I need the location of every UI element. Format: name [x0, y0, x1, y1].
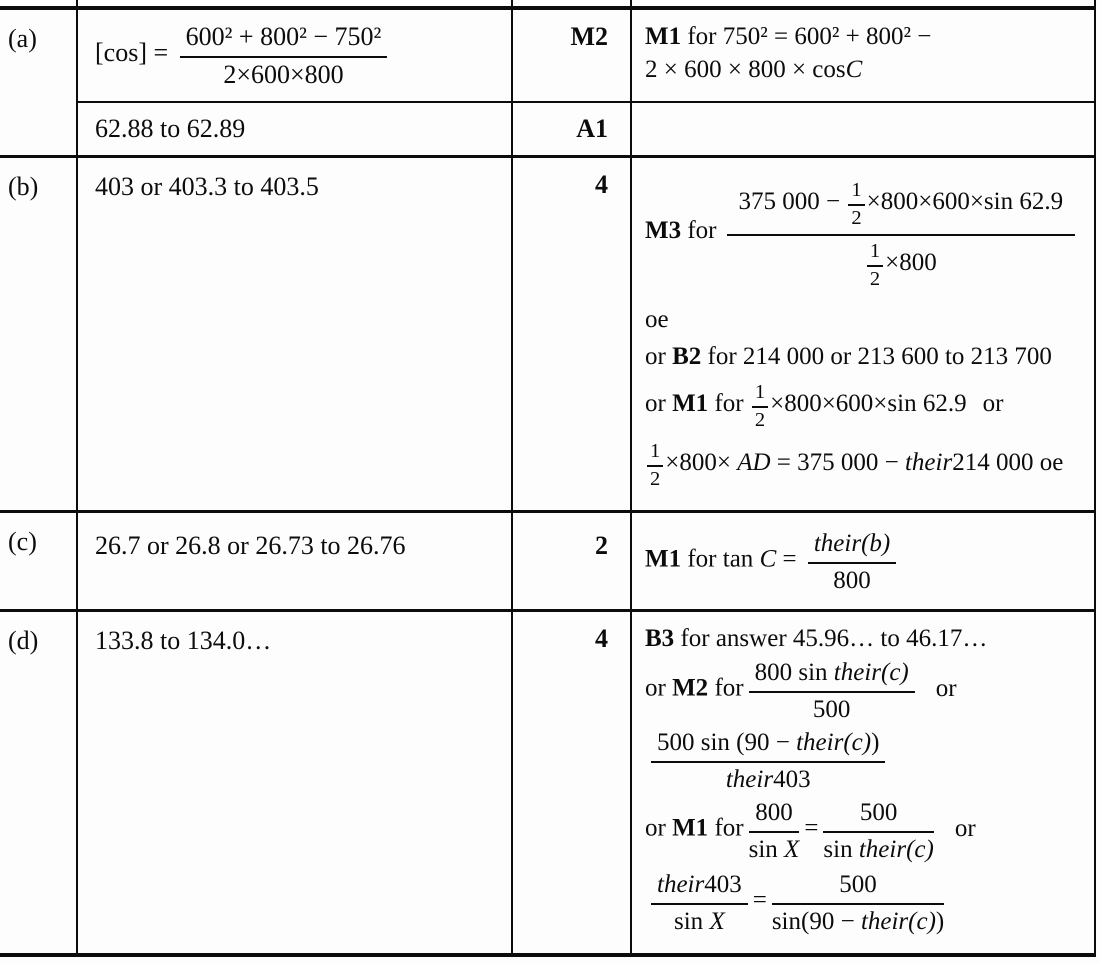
math-text: 500 sin (90 −	[657, 729, 797, 756]
guidance-text: or	[982, 390, 1004, 418]
mark-code: M1	[672, 814, 709, 842]
fraction-numerator: 1	[647, 440, 663, 467]
math-text: ×800×600×sin 62.9	[770, 390, 967, 418]
math-variable: their	[904, 449, 953, 477]
math-text: ×800×600×sin 62.9	[866, 188, 1064, 216]
math-variable: their	[657, 871, 705, 898]
answer-text: 133.8 to 134.0…	[95, 626, 272, 655]
part-c-answer-cell	[78, 513, 513, 612]
math-text: =	[752, 886, 767, 914]
big-fraction	[727, 176, 1076, 289]
math-variable: X	[709, 907, 725, 935]
fraction-denominator	[772, 905, 944, 936]
guidance-text: or	[935, 674, 957, 702]
half-fraction	[647, 440, 663, 489]
fraction-numerator: 500	[772, 869, 944, 905]
table-gridline-stub	[1094, 0, 1096, 6]
guidance-line-m3	[645, 176, 1090, 289]
fraction-denominator: 2	[869, 267, 881, 290]
part-d-marks-cell	[513, 612, 632, 953]
fraction-numerator: 600² + 800² − 750²	[180, 21, 388, 58]
guidance-text: for 750² = 600² + 800² −	[681, 23, 932, 50]
part-b-marks-cell	[513, 158, 632, 513]
table-gridline-stub	[511, 0, 513, 6]
mark-code: M2	[672, 674, 709, 702]
math-text: sin	[748, 835, 785, 863]
guidance-line-m2	[645, 657, 1090, 723]
half-fraction	[867, 240, 883, 289]
guidance-text: for	[708, 814, 744, 842]
fraction-numerator	[651, 869, 748, 905]
half-fraction	[752, 381, 768, 430]
table-gridline-stub	[630, 0, 632, 6]
guidance-text: 2 × 600 × 800 × cos	[645, 56, 846, 83]
part-d-label-cell	[0, 612, 78, 953]
mark-code: M3	[645, 217, 682, 245]
guidance-text: or	[645, 343, 673, 370]
guidance-line-b2	[645, 340, 1090, 373]
fraction-denominator	[651, 905, 748, 936]
fraction-numerator: 800	[749, 797, 800, 833]
math-text: 375 000 −	[738, 188, 847, 216]
fraction-denominator	[651, 763, 885, 794]
math-text: 403	[704, 871, 742, 898]
guidance-line-b3	[645, 622, 1090, 655]
part-d-label: (d)	[8, 626, 39, 655]
fraction-numerator: their(b)	[808, 528, 896, 564]
guidance-text: for answer 45.96… to 46.17…	[674, 625, 988, 652]
part-a-guidance2-cell	[632, 103, 1096, 158]
part-a-answer2-cell	[78, 103, 513, 158]
guidance-text: or	[645, 390, 673, 418]
mark-scheme-table	[0, 6, 1096, 957]
math-text: ×800	[885, 249, 937, 277]
math-text: = 375 000 −	[770, 449, 905, 477]
fraction-numerator: 1	[848, 179, 864, 206]
fraction-denominator: 800	[833, 566, 871, 594]
fraction	[651, 727, 885, 793]
part-b-answer-cell	[78, 158, 513, 513]
mark-value: A1	[576, 114, 608, 143]
fraction-denominator: 2×600×800	[223, 60, 344, 89]
math-variable: their(c)	[858, 835, 934, 863]
math-variable: their(c)	[796, 729, 872, 756]
mark-code: M1	[645, 545, 682, 573]
part-b-guidance-cell	[632, 158, 1096, 513]
math-text: 214 000 oe	[952, 449, 1064, 477]
fraction	[749, 657, 915, 723]
guidance-line-tan	[645, 528, 901, 594]
mark-code: B3	[645, 625, 675, 652]
formula-prefix: [cos] =	[95, 38, 175, 68]
guidance-line-oe: oe	[645, 306, 669, 333]
fraction	[749, 797, 800, 863]
part-a-marks2-cell	[513, 103, 632, 158]
part-a-answer-cell	[78, 10, 513, 103]
part-d-answer-cell	[78, 612, 513, 953]
guidance-line-ad	[645, 440, 1090, 489]
math-variable: X	[784, 835, 800, 863]
mark-code: M1	[672, 390, 709, 418]
guidance-text: for tan	[681, 545, 760, 573]
guidance-line-sin90	[651, 727, 1090, 793]
fraction-numerator	[749, 657, 915, 693]
guidance-line-m1	[645, 797, 1090, 863]
math-text: =	[804, 814, 819, 842]
mark-value: 2	[595, 531, 608, 560]
math-variable: their(c)	[833, 659, 909, 686]
guidance-text: or	[954, 814, 976, 842]
fraction-denominator	[823, 833, 933, 864]
mark-value: 4	[595, 170, 608, 199]
fraction	[823, 797, 933, 863]
part-b-label: (b)	[8, 172, 39, 201]
fraction-denominator: 500	[812, 695, 851, 723]
fraction	[180, 21, 388, 89]
guidance-line	[645, 20, 1090, 53]
fraction	[772, 869, 944, 935]
fraction-denominator: 2	[650, 467, 661, 490]
part-b-label-cell	[0, 158, 78, 513]
fraction-denominator: 2	[851, 206, 862, 229]
guidance-text: for	[681, 217, 717, 245]
guidance-line-their403	[651, 869, 1090, 935]
math-text: sin	[823, 835, 859, 863]
fraction-numerator: 1	[867, 240, 883, 267]
part-a-label: (a)	[8, 24, 37, 53]
math-text: )	[871, 729, 880, 756]
answer-text: 26.7 or 26.8 or 26.73 to 26.76	[95, 531, 406, 560]
part-a-marks-cell	[513, 10, 632, 103]
table-gridline-stub	[76, 0, 78, 6]
part-a-guidance-cell	[632, 10, 1096, 103]
fraction-numerator: 500	[823, 797, 933, 833]
fraction-numerator	[727, 176, 1076, 236]
fraction-denominator	[727, 236, 1076, 289]
guidance-line-m1	[645, 381, 1090, 430]
math-text: 403	[773, 765, 811, 793]
fraction-denominator	[749, 833, 800, 864]
math-variable: AD	[737, 449, 771, 477]
guidance-text: for	[708, 674, 744, 702]
math-variable: C	[845, 56, 863, 83]
math-variable: their(c)	[860, 907, 936, 935]
answer-text: 403 or 403.3 to 403.5	[95, 172, 319, 201]
cropped-row-stubs	[0, 0, 1096, 6]
math-text: =	[776, 545, 803, 573]
guidance-text: or	[645, 814, 673, 842]
fraction-denominator: 2	[754, 408, 766, 431]
guidance-line	[645, 53, 1090, 86]
part-c-label-cell	[0, 513, 78, 612]
half-fraction	[848, 179, 864, 228]
part-a-label-cell	[0, 10, 78, 158]
fraction-numerator	[651, 727, 885, 763]
math-text: sin(90 −	[771, 907, 861, 935]
guidance-text: for	[708, 390, 750, 418]
part-c-guidance-cell	[632, 513, 1096, 612]
cos-rule-formula	[95, 21, 392, 89]
math-text: 800 sin	[754, 659, 834, 686]
mark-value: M2	[570, 22, 608, 51]
math-variable: C	[759, 545, 777, 573]
mark-code: B2	[672, 343, 702, 370]
part-c-label: (c)	[8, 527, 37, 556]
fraction	[808, 528, 896, 594]
fraction-numerator: 1	[752, 381, 768, 408]
mark-value: 4	[595, 624, 608, 653]
part-c-marks-cell	[513, 513, 632, 612]
math-variable: their	[725, 765, 774, 793]
guidance-text: for 214 000 or 213 600 to 213 700	[701, 343, 1052, 370]
math-text: ×800×	[665, 449, 738, 477]
fraction	[651, 869, 748, 935]
mark-code: M1	[645, 23, 682, 50]
guidance-text: or	[645, 674, 673, 702]
math-text: sin	[674, 907, 710, 935]
answer-text: 62.88 to 62.89	[95, 114, 246, 143]
math-text: )	[935, 907, 945, 935]
part-d-guidance-cell	[632, 612, 1096, 953]
